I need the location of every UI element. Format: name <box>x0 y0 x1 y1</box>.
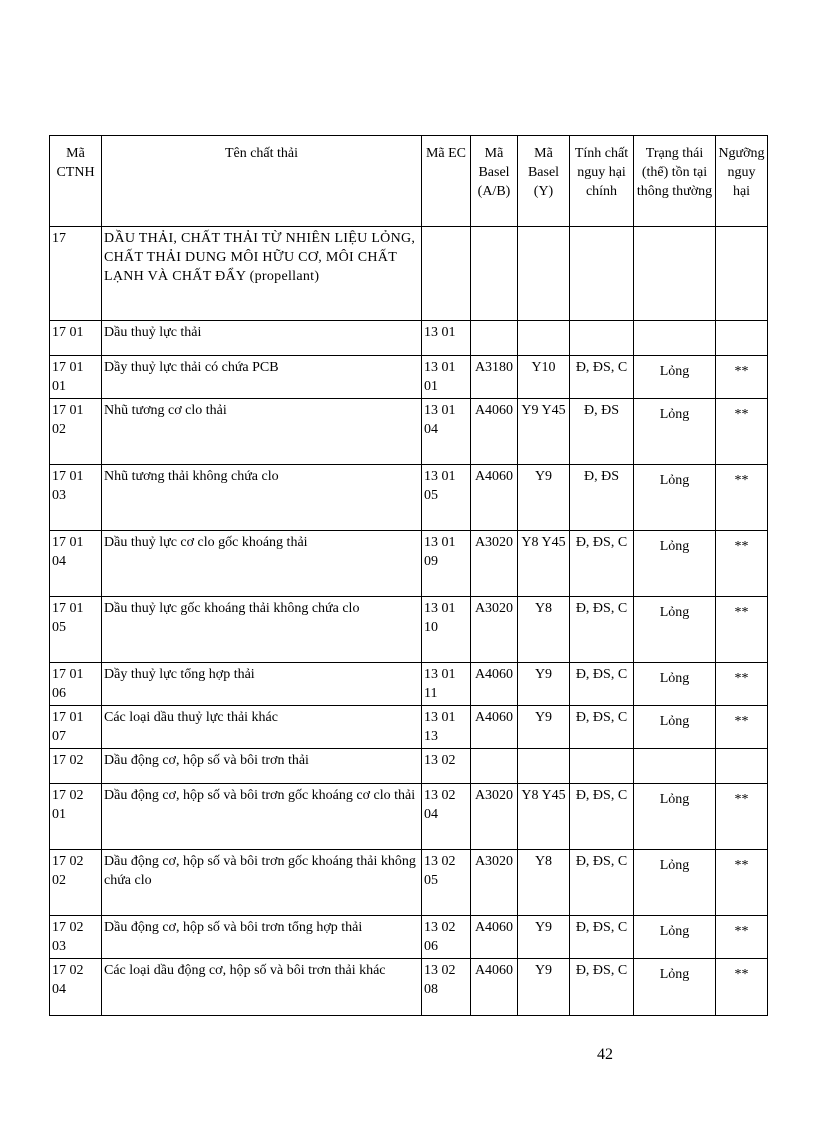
section-2-rows <box>50 784 768 1016</box>
waste-name: Dầu thuỷ lực gốc khoáng thải không chứa clo <box>102 597 422 663</box>
section-name: Dầu động cơ, hộp số và bôi trơn thải <box>102 749 422 784</box>
physical-state: Lỏng <box>634 531 716 597</box>
section-name: Dầu thuỷ lực thải <box>102 321 422 356</box>
ec-code: 13 02 08 <box>422 959 471 1016</box>
table-row <box>50 784 768 850</box>
table-row <box>50 356 768 399</box>
basel-ab-code: A4060 <box>471 465 518 531</box>
basel-ab-code: A3020 <box>471 850 518 916</box>
hazard-threshold: ** <box>716 399 768 465</box>
hazard-property: Đ, ĐS <box>570 399 634 465</box>
physical-state: Lỏng <box>634 356 716 399</box>
hazard-threshold: ** <box>716 850 768 916</box>
waste-code: 17 02 04 <box>50 959 102 1016</box>
waste-name: Dầu động cơ, hộp số và bôi trơn gốc khoáng thải không chứa clo <box>102 850 422 916</box>
physical-state: Lỏng <box>634 959 716 1016</box>
basel-y-code: Y9 <box>518 916 570 959</box>
hazard-threshold: ** <box>716 784 768 850</box>
basel-ab-code: A3020 <box>471 784 518 850</box>
section-1-rows <box>50 356 768 749</box>
header-ma-ec: Mã EC <box>422 136 471 227</box>
physical-state: Lỏng <box>634 597 716 663</box>
ec-code: 13 02 04 <box>422 784 471 850</box>
physical-state: Lỏng <box>634 465 716 531</box>
hazard-property: Đ, ĐS, C <box>570 531 634 597</box>
basel-y-code: Y8 <box>518 850 570 916</box>
hazard-threshold: ** <box>716 597 768 663</box>
hazardous-waste-table <box>49 135 768 1016</box>
hazard-threshold: ** <box>716 663 768 706</box>
basel-ab-code: A3180 <box>471 356 518 399</box>
table-row <box>50 597 768 663</box>
table-row <box>50 663 768 706</box>
table-row <box>50 399 768 465</box>
group-code: 17 <box>50 227 102 321</box>
hazard-property: Đ, ĐS <box>570 465 634 531</box>
physical-state: Lỏng <box>634 663 716 706</box>
ec-code: 13 01 04 <box>422 399 471 465</box>
physical-state: Lỏng <box>634 850 716 916</box>
waste-code: 17 02 01 <box>50 784 102 850</box>
table-row <box>50 850 768 916</box>
hazard-threshold: ** <box>716 356 768 399</box>
hazard-property: Đ, ĐS, C <box>570 850 634 916</box>
waste-name: Các loại dầu động cơ, hộp số và bôi trơn thải khác <box>102 959 422 1016</box>
hazard-property: Đ, ĐS, C <box>570 356 634 399</box>
waste-name: Nhũ tương thải không chứa clo <box>102 465 422 531</box>
table-row <box>50 465 768 531</box>
section-ec: 13 01 <box>422 321 471 356</box>
waste-code: 17 01 02 <box>50 399 102 465</box>
waste-code: 17 01 07 <box>50 706 102 749</box>
waste-code: 17 01 05 <box>50 597 102 663</box>
ec-code: 13 01 01 <box>422 356 471 399</box>
section-code: 17 01 <box>50 321 102 356</box>
hazard-threshold: ** <box>716 916 768 959</box>
basel-y-code: Y9 Y45 <box>518 399 570 465</box>
section-row <box>50 749 768 784</box>
table-row <box>50 959 768 1016</box>
basel-y-code: Y9 <box>518 706 570 749</box>
header-trang-thai: Trạng thái (thể) tồn tại thông thường <box>634 136 716 227</box>
basel-ab-code: A4060 <box>471 663 518 706</box>
basel-y-code: Y8 Y45 <box>518 531 570 597</box>
page-number: 42 <box>597 1046 613 1063</box>
hazard-property: Đ, ĐS, C <box>570 706 634 749</box>
basel-y-code: Y9 <box>518 465 570 531</box>
table-row <box>50 916 768 959</box>
header-tinh-chat: Tính chất nguy hại chính <box>570 136 634 227</box>
ec-code: 13 01 09 <box>422 531 471 597</box>
header-nguong: Ngưỡng nguy hại <box>716 136 768 227</box>
waste-name: Dầy thuỷ lực thải có chứa PCB <box>102 356 422 399</box>
basel-ab-code: A3020 <box>471 597 518 663</box>
waste-name: Các loại dầu thuỷ lực thải khác <box>102 706 422 749</box>
hazard-property: Đ, ĐS, C <box>570 916 634 959</box>
physical-state: Lỏng <box>634 784 716 850</box>
ec-code: 13 01 05 <box>422 465 471 531</box>
ec-code: 13 02 06 <box>422 916 471 959</box>
basel-ab-code: A4060 <box>471 959 518 1016</box>
hazard-threshold: ** <box>716 959 768 1016</box>
table-header-row <box>50 136 768 227</box>
waste-code: 17 01 04 <box>50 531 102 597</box>
hazard-threshold: ** <box>716 465 768 531</box>
group-row <box>50 227 768 321</box>
waste-name: Dầu thuỷ lực cơ clo gốc khoáng thải <box>102 531 422 597</box>
basel-y-code: Y9 <box>518 959 570 1016</box>
ec-code: 13 02 05 <box>422 850 471 916</box>
waste-name: Dầu động cơ, hộp số và bôi trơn tổng hợp thải <box>102 916 422 959</box>
section-ec: 13 02 <box>422 749 471 784</box>
waste-name: Nhũ tương cơ clo thải <box>102 399 422 465</box>
header-ma-ctnh: Mã CTNH <box>50 136 102 227</box>
physical-state: Lỏng <box>634 706 716 749</box>
hazard-property: Đ, ĐS, C <box>570 597 634 663</box>
waste-name: Dầu động cơ, hộp số và bôi trơn gốc khoáng cơ clo thải <box>102 784 422 850</box>
basel-y-code: Y10 <box>518 356 570 399</box>
table-row <box>50 706 768 749</box>
hazard-threshold: ** <box>716 706 768 749</box>
waste-code: 17 02 03 <box>50 916 102 959</box>
ec-code: 13 01 13 <box>422 706 471 749</box>
hazard-property: Đ, ĐS, C <box>570 784 634 850</box>
waste-name: Dầy thuỷ lực tổng hợp thải <box>102 663 422 706</box>
basel-ab-code: A3020 <box>471 531 518 597</box>
group-name: DẦU THẢI, CHẤT THẢI TỪ NHIÊN LIỆU LỎNG, CHẤT THẢI DUNG MÔI HỮU CƠ, MÔI CHẤT LẠNH VÀ CHẤT ĐẨY (propellant) <box>102 227 422 321</box>
hazard-threshold: ** <box>716 531 768 597</box>
hazard-property: Đ, ĐS, C <box>570 663 634 706</box>
basel-ab-code: A4060 <box>471 706 518 749</box>
header-ma-basel-ab: Mã Basel (A/B) <box>471 136 518 227</box>
header-ma-basel-y: Mã Basel (Y) <box>518 136 570 227</box>
basel-y-code: Y9 <box>518 663 570 706</box>
basel-ab-code: A4060 <box>471 916 518 959</box>
section-row <box>50 321 768 356</box>
physical-state: Lỏng <box>634 399 716 465</box>
waste-code: 17 02 02 <box>50 850 102 916</box>
ec-code: 13 01 11 <box>422 663 471 706</box>
basel-y-code: Y8 <box>518 597 570 663</box>
header-ten-chat-thai: Tên chất thải <box>102 136 422 227</box>
basel-y-code: Y8 Y45 <box>518 784 570 850</box>
waste-code: 17 01 01 <box>50 356 102 399</box>
hazard-property: Đ, ĐS, C <box>570 959 634 1016</box>
waste-code: 17 01 03 <box>50 465 102 531</box>
section-code: 17 02 <box>50 749 102 784</box>
physical-state: Lỏng <box>634 916 716 959</box>
table-row <box>50 531 768 597</box>
waste-code: 17 01 06 <box>50 663 102 706</box>
ec-code: 13 01 10 <box>422 597 471 663</box>
basel-ab-code: A4060 <box>471 399 518 465</box>
